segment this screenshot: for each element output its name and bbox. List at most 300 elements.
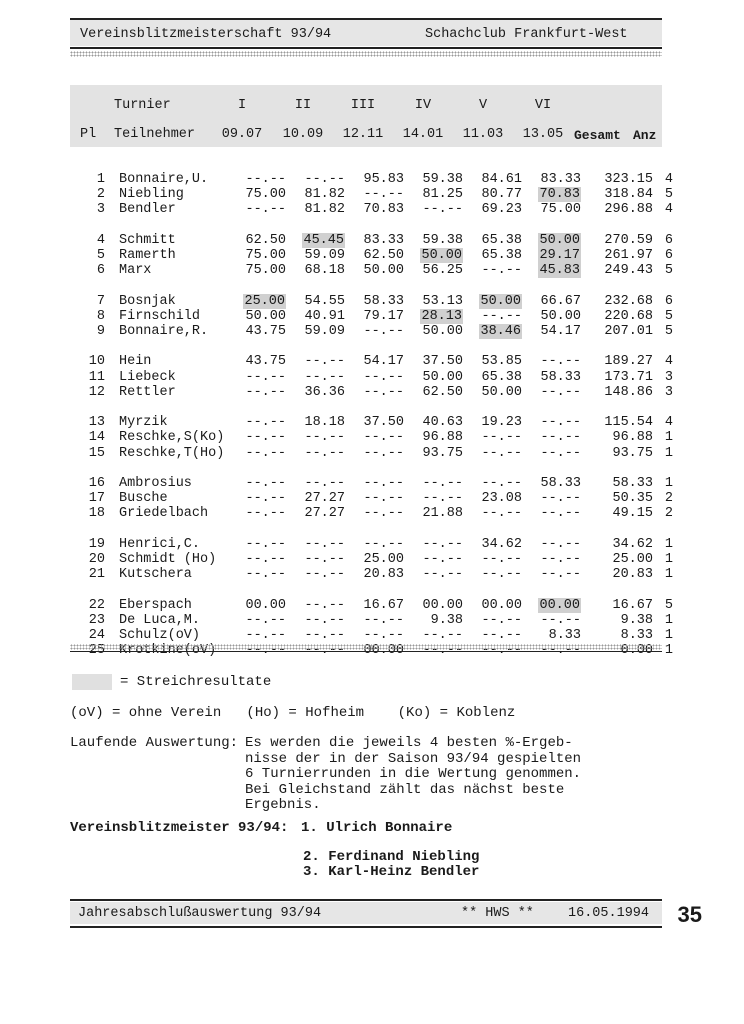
count-cell-text: 1 [664,551,673,567]
round-2-cell-text: 40.91 [304,308,345,324]
round-4-cell-text: 21.88 [422,506,463,522]
count-cell [653,491,673,506]
round-2-cell-text: 59.09 [304,324,345,339]
round-2-cell-text: --.-- [304,597,345,613]
round-5-cell-text: 34.62 [481,536,522,552]
name-cell-text: Bendler [119,202,176,218]
round-1-cell-text: 43.75 [245,324,286,339]
table-row [75,324,673,339]
round-2-cell [286,294,345,309]
footer-date: 16.05.1994 [568,906,650,921]
round-4-cell [404,309,463,324]
round-3-cell-text: --.-- [363,445,404,461]
total-cell [581,537,653,552]
round-1-cell-text: 62.50 [245,232,286,248]
round-1-cell-text: --.-- [245,491,286,507]
place-cell-text: 5 [96,248,105,263]
name-cell-text: Kutschera [119,567,192,583]
round-2-cell-text: --.-- [304,627,345,643]
round-3-cell-text: --.-- [363,627,404,643]
header-dotted-rule [70,51,662,57]
round-2-cell-text: 81.82 [304,187,345,203]
name-cell-text: Rettler [119,384,176,400]
round-6-cell-text: --.-- [540,567,581,583]
round-4-cell-text: --.-- [422,491,463,507]
page-number: 35 [677,902,702,927]
champion-1: 1. Ulrich Bonnaire [301,820,453,836]
round-4-cell-text: 81.25 [422,187,463,203]
count-cell [653,537,673,552]
round-3-cell-text: --.-- [363,369,404,385]
place-cell [75,567,105,582]
round-1-cell [234,294,286,309]
round-2-cell-text: 27.27 [304,506,345,522]
round-4-cell [404,263,463,278]
total-cell [581,263,653,278]
results-table [75,172,673,658]
round-3-cell-text: --.-- [363,491,404,507]
round-6-cell [522,537,581,552]
count-cell-text: 1 [664,627,673,643]
footer-center: ** HWS ** [461,906,534,921]
group-spacer [75,218,673,233]
place-cell [75,446,105,461]
total-cell [581,476,653,491]
total-cell [581,233,653,248]
anz-label: Anz [633,128,657,143]
round-3-cell-text: --.-- [363,384,404,400]
group-spacer [75,400,673,415]
place-cell [75,202,105,217]
place-cell-text: 10 [88,354,105,370]
round-6-cell [522,567,581,582]
total-cell-text: 323.15 [604,172,653,187]
round-1-cell [234,415,286,430]
table-row [75,491,673,506]
round-3-cell [345,187,404,202]
round-3-cell [345,567,404,582]
round-2-cell [286,598,345,613]
round-4-cell-text: 93.75 [422,445,463,461]
round-3-cell [345,537,404,552]
total-cell-text: 49.15 [612,506,653,522]
round-3-cell [345,385,404,400]
table-row [75,537,673,552]
table-row [75,263,673,278]
round-3-cell [345,263,404,278]
auswertung-line: Bei Gleichstand zählt das nächst beste [245,781,565,798]
round-1-cell [234,446,286,461]
table-row [75,172,673,187]
round-1-cell [234,248,286,263]
table-row [75,506,673,521]
table-row [75,476,673,491]
round-5-cell-text: 65.38 [481,232,522,248]
total-cell [581,309,653,324]
round-2-cell [286,628,345,643]
place-cell [75,552,105,567]
round-5-cell-text: --.-- [481,612,522,628]
round-4-cell [404,552,463,567]
round-3-cell-text: 25.00 [363,551,404,567]
round-5-cell [463,294,522,309]
round-6-cell-text: 00.00 [539,597,580,613]
round-4-cell-text: 96.88 [422,430,463,446]
round-2-cell [286,491,345,506]
count-cell [653,263,673,278]
place-cell [75,294,105,309]
count-cell-text: 1 [664,475,673,491]
round-1-cell [234,202,286,217]
round-6-cell [522,309,581,324]
name-cell [105,233,234,248]
round-4-cell [404,248,463,263]
round-4-cell [404,506,463,521]
round-roman-1: I [237,98,247,113]
round-2-cell-text: --.-- [304,612,345,628]
name-cell-text: Reschke,T(Ho) [119,445,225,461]
round-date-3: 12.11 [342,127,384,142]
name-cell [105,567,234,582]
round-5-cell [463,172,522,187]
round-5-cell [463,354,522,369]
round-4-cell-text: 53.13 [422,293,463,309]
round-6-cell-text: 70.83 [539,187,580,203]
round-4-cell [404,324,463,339]
round-4-cell-text: --.-- [422,536,463,552]
round-6-cell-text: 54.17 [540,324,581,339]
round-6-cell [522,430,581,445]
place-cell [75,506,105,521]
name-cell-text: Niebling [119,187,184,203]
round-1-cell-text: 43.75 [245,354,286,370]
footer-bottom-rule [70,926,662,928]
round-3-cell [345,233,404,248]
round-2-cell [286,446,345,461]
round-6-cell-text: 83.33 [540,172,581,187]
name-cell [105,476,234,491]
count-cell [653,309,673,324]
count-cell [653,248,673,263]
place-cell [75,415,105,430]
name-cell-text: De Luca,M. [119,612,201,628]
round-3-cell-text: 95.83 [363,172,404,187]
round-2-cell [286,202,345,217]
round-1-cell [234,552,286,567]
round-2-cell-text: 36.36 [304,384,345,400]
round-1-cell-text: --.-- [245,536,286,552]
name-cell-text: Griedelbach [119,506,209,522]
round-roman-4: IV [414,98,432,113]
auswertung-line: 6 Turnierrunden in die Wertung genommen. [245,766,582,782]
total-cell-text: 189.27 [604,354,653,370]
name-cell [105,309,234,324]
count-cell-text: 4 [664,415,673,431]
total-cell-text: 115.54 [604,415,653,431]
total-cell-text: 8.33 [620,627,653,643]
round-3-cell [345,248,404,263]
place-cell-text: 22 [88,597,105,613]
total-cell-text: 261.97 [604,248,653,263]
place-cell-text: 23 [88,612,105,628]
table-row [75,202,673,217]
round-5-cell [463,552,522,567]
count-cell [653,202,673,217]
table-row [75,233,673,248]
place-cell [75,598,105,613]
place-cell [75,370,105,385]
round-1-cell [234,476,286,491]
count-cell-text: 2 [664,506,673,522]
round-2-cell [286,415,345,430]
count-cell [653,476,673,491]
name-cell-text: Ambrosius [119,475,192,491]
round-4-cell [404,415,463,430]
count-cell-text: 5 [664,324,673,339]
total-cell-text: 16.67 [612,597,653,613]
count-cell [653,613,673,628]
place-cell-text: 12 [88,384,105,400]
name-cell-text: Schmitt [119,232,176,248]
table-row [75,294,673,309]
count-cell [653,385,673,400]
round-1-cell [234,354,286,369]
champions-label: Vereinsblitzmeister 93/94: [70,820,289,836]
table-row [75,628,673,643]
round-4-cell [404,567,463,582]
count-cell [653,187,673,202]
round-3-cell [345,598,404,613]
round-4-cell [404,202,463,217]
round-3-cell-text: --.-- [363,612,404,628]
abbrev-legend: (oV) = ohne Verein (Ho) = Hofheim (Ko) = Koblenz [70,705,516,721]
round-4-cell-text: --.-- [422,202,463,218]
total-cell-text: 207.01 [604,324,653,339]
round-3-cell-text: 58.33 [363,293,404,309]
name-cell-text: Marx [119,263,152,279]
round-2-cell [286,172,345,187]
total-cell [581,354,653,369]
round-2-cell [286,370,345,385]
total-cell [581,446,653,461]
round-roman-2: II [294,98,312,113]
round-4-cell [404,187,463,202]
round-4-cell-text: --.-- [422,551,463,567]
champion-3: 3. Karl-Heinz Bendler [303,864,480,880]
total-cell-text: 220.68 [604,308,653,324]
table-row [75,613,673,628]
round-6-cell-text: 8.33 [548,627,581,643]
round-3-cell-text: --.-- [363,506,404,522]
round-5-cell-text: 19.23 [481,415,522,431]
round-6-cell [522,370,581,385]
total-cell-text: 296.88 [604,202,653,218]
count-cell-text: 6 [664,248,673,263]
name-cell [105,370,234,385]
name-cell [105,354,234,369]
name-cell [105,248,234,263]
round-6-cell-text: --.-- [540,354,581,370]
round-6-cell-text: 75.00 [540,202,581,218]
round-3-cell [345,324,404,339]
round-6-cell [522,187,581,202]
name-cell-text: Firnschild [119,308,201,324]
round-1-cell-text: 75.00 [245,248,286,263]
round-4-cell [404,233,463,248]
round-6-cell [522,202,581,217]
round-1-cell-text: 25.00 [244,293,285,309]
round-5-cell-text: --.-- [481,506,522,522]
round-3-cell [345,552,404,567]
round-5-cell-text: 50.00 [481,384,522,400]
table-row [75,187,673,202]
round-3-cell [345,202,404,217]
round-1-cell [234,491,286,506]
round-5-cell-text: --.-- [481,308,522,324]
total-cell [581,415,653,430]
place-cell [75,172,105,187]
count-cell [653,628,673,643]
round-1-cell-text: --.-- [245,506,286,522]
place-cell-text: 8 [96,308,105,324]
name-cell-text: Myrzik [119,415,168,431]
total-cell [581,598,653,613]
round-date-1: 09.07 [221,127,263,142]
total-cell [581,491,653,506]
table-row [75,385,673,400]
round-roman-6: VI [534,98,552,113]
round-4-cell-text: --.-- [422,475,463,491]
round-5-cell [463,491,522,506]
round-6-cell [522,354,581,369]
round-5-cell [463,187,522,202]
round-5-cell [463,263,522,278]
count-cell [653,294,673,309]
round-6-cell-text: --.-- [540,551,581,567]
place-cell-text: 20 [88,551,105,567]
total-cell [581,430,653,445]
round-6-cell [522,263,581,278]
total-cell [581,187,653,202]
round-5-cell [463,385,522,400]
place-cell [75,628,105,643]
round-1-cell-text: --.-- [245,445,286,461]
round-2-cell [286,476,345,491]
count-cell-text: 5 [664,597,673,613]
round-1-cell [234,187,286,202]
round-4-cell [404,491,463,506]
round-5-cell-text: --.-- [481,263,522,279]
round-3-cell [345,506,404,521]
round-3-cell-text: --.-- [363,324,404,339]
count-cell-text: 6 [664,232,673,248]
total-cell-text: 318.84 [604,187,653,203]
header-club: Schachclub Frankfurt-West [425,27,628,42]
round-4-cell-text: 56.25 [422,263,463,279]
round-2-cell [286,537,345,552]
round-1-cell [234,567,286,582]
name-cell [105,430,234,445]
round-6-cell [522,324,581,339]
name-cell [105,263,234,278]
round-2-cell-text: 68.18 [304,263,345,279]
place-cell [75,613,105,628]
round-6-cell [522,598,581,613]
round-1-cell [234,628,286,643]
count-cell [653,446,673,461]
round-5-cell-text: 69.23 [481,202,522,218]
place-cell-text: 17 [88,491,105,507]
group-spacer [75,461,673,476]
auswertung-line: nisse der in der Saison 93/94 gespielten [245,750,582,767]
name-cell-text: Henrici,C. [119,536,201,552]
name-cell-text: Bosnjak [119,293,176,309]
round-3-cell [345,294,404,309]
round-1-cell [234,263,286,278]
round-5-cell [463,415,522,430]
round-4-cell-text: 50.00 [422,369,463,385]
round-2-cell-text: --.-- [304,536,345,552]
round-4-cell [404,370,463,385]
round-date-4: 14.01 [402,127,444,142]
count-cell-text: 1 [664,567,673,583]
place-cell [75,354,105,369]
count-cell-text: 5 [664,187,673,203]
round-5-cell [463,567,522,582]
round-1-cell [234,172,286,187]
total-cell [581,385,653,400]
place-cell [75,537,105,552]
round-5-cell-text: 50.00 [480,293,521,309]
round-5-cell-text: --.-- [481,567,522,583]
round-1-cell [234,385,286,400]
round-4-cell [404,476,463,491]
round-3-cell-text: 16.67 [363,597,404,613]
round-5-cell [463,628,522,643]
round-1-cell [234,370,286,385]
round-3-cell [345,309,404,324]
place-cell-text: 6 [96,263,105,279]
round-1-cell-text: 50.00 [245,308,286,324]
round-5-cell [463,506,522,521]
round-2-cell [286,354,345,369]
total-cell [581,370,653,385]
footer-top-rule [70,899,662,901]
round-2-cell-text: --.-- [304,172,345,187]
count-cell-text: 3 [664,384,673,400]
name-cell-text: Bonnaire,U. [119,172,209,187]
total-cell [581,248,653,263]
name-cell-text: Schulz(oV) [119,627,201,643]
round-3-cell [345,476,404,491]
round-5-cell [463,537,522,552]
footer-left: Jahresabschlußauswertung 93/94 [78,906,322,921]
place-cell [75,187,105,202]
place-cell-text: 11 [88,369,105,385]
round-1-cell-text: 75.00 [245,263,286,279]
round-2-cell-text: --.-- [304,430,345,446]
round-5-cell [463,248,522,263]
count-cell-text: 1 [664,536,673,552]
total-cell [581,552,653,567]
place-cell [75,233,105,248]
place-cell-text: 18 [88,506,105,522]
round-1-cell [234,309,286,324]
round-5-cell-text: --.-- [481,430,522,446]
name-cell [105,385,234,400]
place-cell-text: 7 [96,293,105,309]
round-4-cell-text: 28.13 [421,308,462,324]
